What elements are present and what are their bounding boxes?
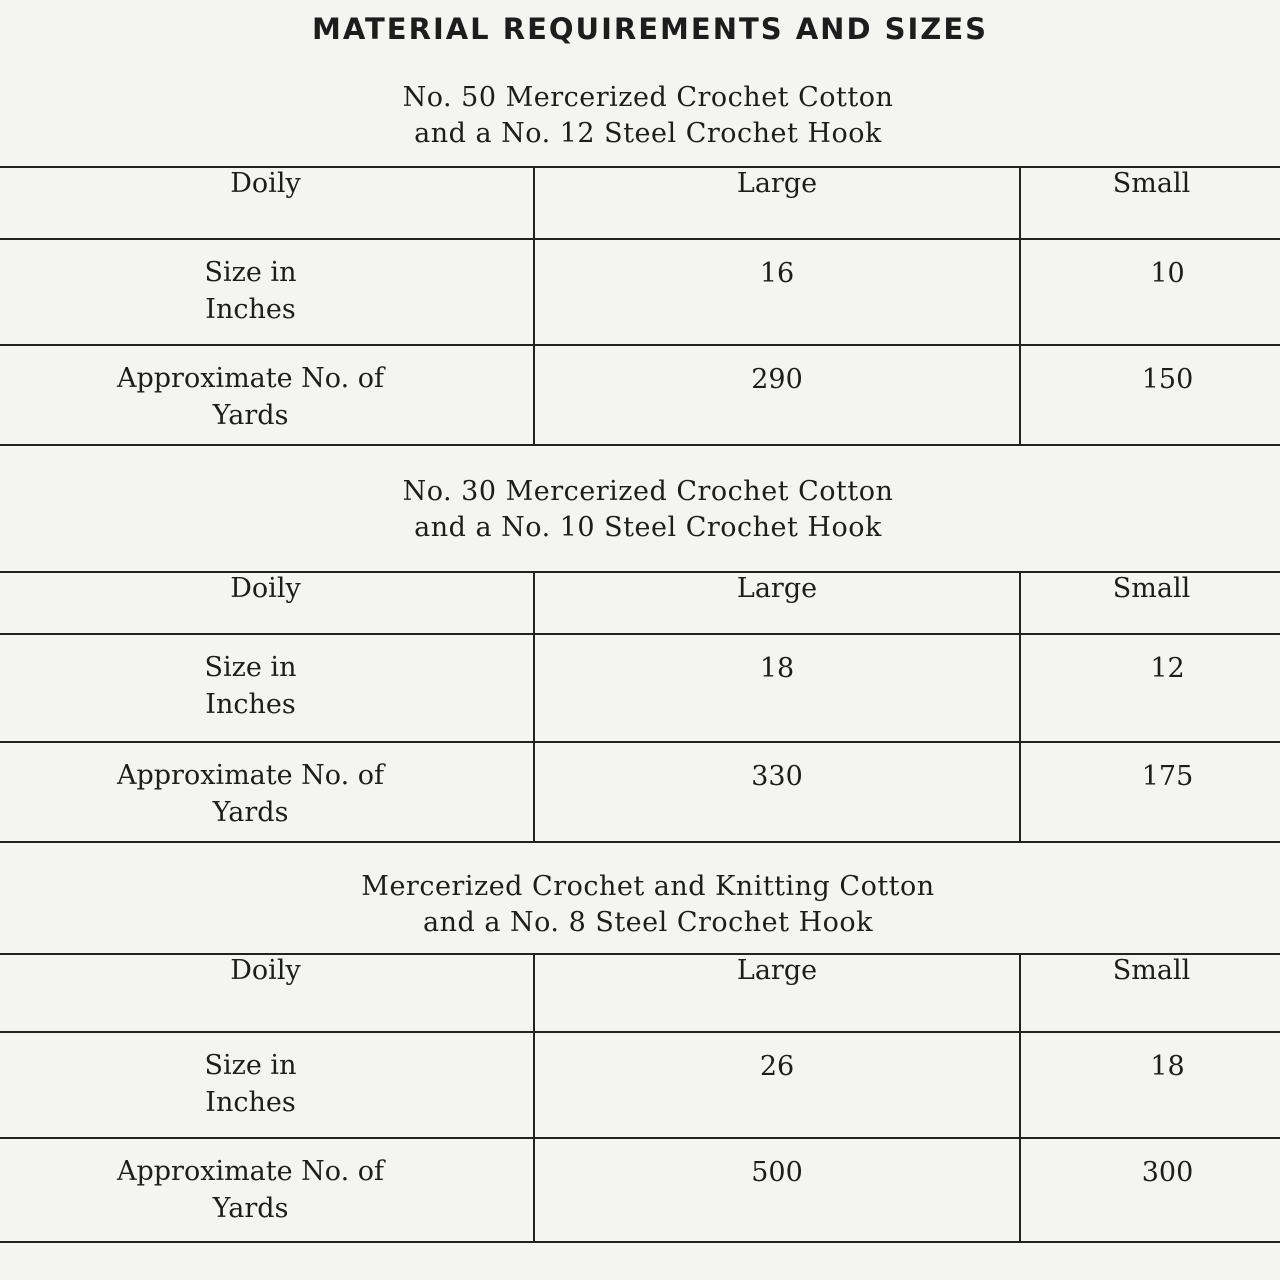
row-label-line: Inches: [205, 1087, 296, 1118]
row-label-line: Approximate No. of: [116, 363, 385, 394]
table-row-size: [0, 634, 1280, 742]
column-header-doily: Doily: [0, 954, 534, 1032]
column-header-small: Small: [1020, 572, 1280, 634]
size-large-value: 18: [759, 653, 795, 684]
size-small-value: 18: [1150, 1051, 1185, 1082]
section-heading-line2: and a No. 10 Steel Crochet Hook: [414, 512, 882, 543]
yards-small-value: 300: [1141, 1157, 1194, 1188]
row-label-line: Approximate No. of: [116, 1156, 385, 1187]
row-label-line: Size in: [204, 652, 297, 683]
section-heading-line1: No. 50 Mercerized Crochet Cotton: [402, 82, 894, 113]
table-header-row: [0, 954, 1280, 1032]
column-header-doily: Doily: [0, 167, 534, 239]
page-title: MATERIAL REQUIREMENTS AND SIZES: [311, 12, 989, 46]
requirements-table-no50: [0, 166, 1280, 446]
row-label-line: Size in: [204, 1050, 297, 1081]
row-label-yards: [0, 346, 533, 434]
section-heading-line2: and a No. 8 Steel Crochet Hook: [422, 907, 874, 938]
column-header-large: Large: [534, 572, 1020, 634]
yards-large-value: 290: [751, 364, 803, 395]
size-large-value: 16: [759, 258, 795, 289]
table-header-row: [0, 572, 1280, 634]
yards-small-value: 175: [1141, 761, 1194, 792]
row-label-line: Size in: [204, 257, 297, 288]
table-row-size: [0, 239, 1280, 345]
row-label-size: [0, 1033, 533, 1121]
size-large-value: 26: [759, 1051, 795, 1082]
section-heading-line1: No. 30 Mercerized Crochet Cotton: [402, 476, 894, 507]
size-small-value: 12: [1150, 653, 1185, 684]
column-header-large: Large: [534, 167, 1020, 239]
row-label-line: Inches: [205, 689, 296, 720]
section-heading-no50: [0, 80, 1280, 152]
column-header-doily: Doily: [0, 572, 534, 634]
row-label-line: Yards: [212, 797, 289, 828]
row-label-size: [0, 240, 533, 328]
table-row-yards: [0, 1138, 1280, 1242]
column-header-small: Small: [1020, 167, 1280, 239]
row-label-line: Approximate No. of: [116, 760, 385, 791]
table-row-yards: [0, 345, 1280, 445]
row-label-size: [0, 635, 533, 723]
column-header-small: Small: [1020, 954, 1280, 1032]
size-small-value: 10: [1150, 258, 1185, 289]
section-heading-line1: Mercerized Crochet and Knitting Cotton: [361, 871, 935, 902]
table-row-size: [0, 1032, 1280, 1138]
table-header-row: [0, 167, 1280, 239]
table-row-yards: [0, 742, 1280, 842]
row-label-line: Inches: [205, 294, 296, 325]
yards-small-value: 150: [1141, 364, 1194, 395]
section-heading-line2: and a No. 12 Steel Crochet Hook: [414, 118, 882, 149]
yards-large-value: 330: [751, 761, 803, 792]
requirements-table-no30: [0, 571, 1280, 843]
column-header-large: Large: [534, 954, 1020, 1032]
row-label-line: Yards: [212, 400, 289, 431]
row-label-line: Yards: [212, 1193, 289, 1224]
row-label-yards: [0, 1139, 533, 1227]
yards-large-value: 500: [751, 1157, 803, 1188]
row-label-yards: [0, 743, 533, 831]
requirements-table-knitting-cotton: [0, 953, 1280, 1243]
section-heading-no30: [0, 474, 1280, 546]
section-heading-knitting-cotton: [0, 869, 1280, 941]
